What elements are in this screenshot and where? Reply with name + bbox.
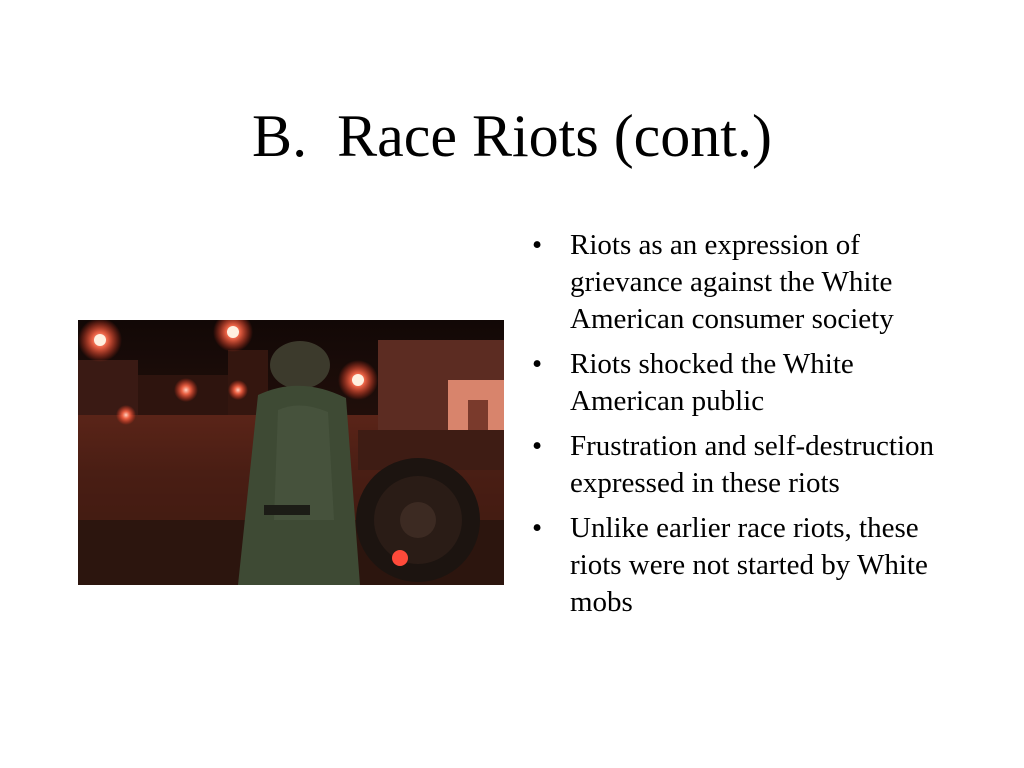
bullet-text: Riots shocked the White American public bbox=[570, 348, 854, 417]
slide-title: B. Race Riots (cont.) bbox=[252, 103, 772, 169]
bullet-glyph: • bbox=[532, 430, 543, 462]
bullet-item bbox=[530, 510, 970, 621]
riot-night-photo bbox=[78, 320, 504, 585]
bullet-glyph: • bbox=[532, 348, 543, 380]
bullet-item bbox=[530, 227, 970, 338]
bullet-item bbox=[530, 346, 970, 420]
bullet-glyph: • bbox=[532, 512, 543, 544]
bullet-list bbox=[530, 227, 970, 629]
bullet-glyph: • bbox=[532, 229, 543, 261]
bullet-item bbox=[530, 428, 970, 502]
bullet-text: Unlike earlier race riots, these riots were not started by White mobs bbox=[570, 512, 928, 618]
bullet-text: Frustration and self-destruction expressed in these riots bbox=[570, 430, 935, 499]
bullet-text: Riots as an expression of grievance against the White American consumer society bbox=[570, 229, 894, 335]
